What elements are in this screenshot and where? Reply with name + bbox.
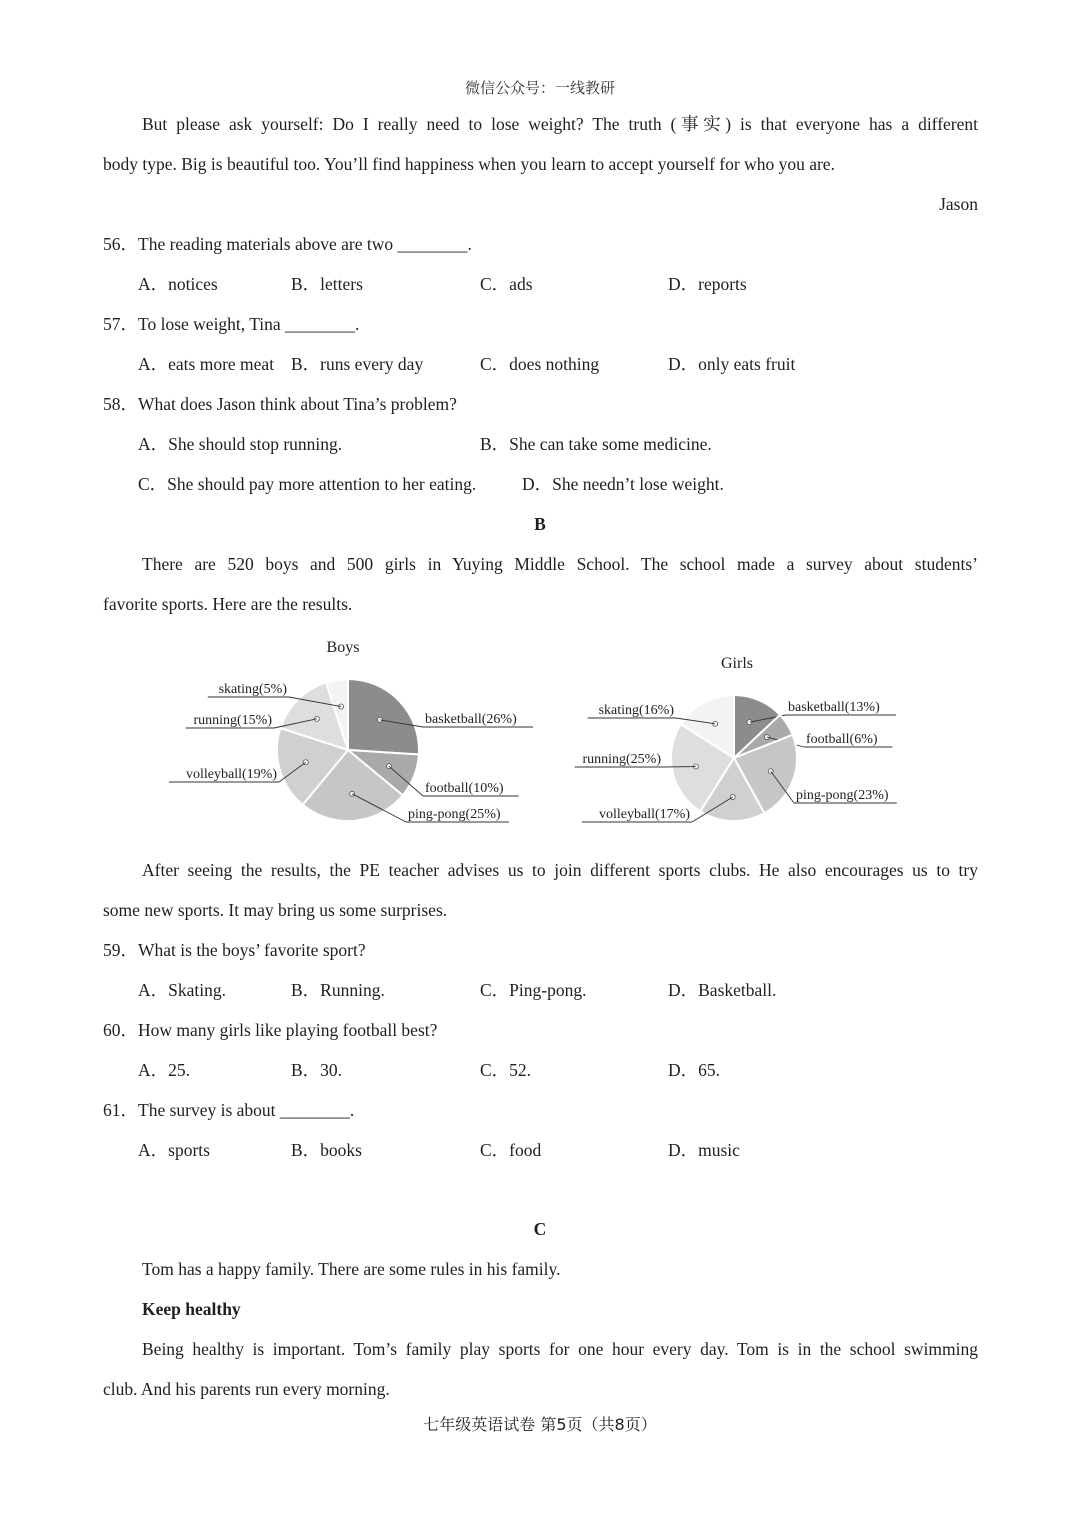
section-b-intro-line: favorite sports. Here are the results.: [103, 594, 353, 614]
option-d: D．Basketball.: [668, 980, 777, 1000]
question-stem: The survey is about ________.: [138, 1100, 355, 1120]
slice-label-volleyball: volleyball(19%): [186, 767, 277, 782]
slice-marker-dot: [730, 795, 735, 800]
slice-label-skating: skating(16%): [598, 703, 674, 718]
question-60: [103, 1019, 437, 1041]
question-stem: How many girls like playing football best?: [138, 1020, 438, 1040]
question-58: [103, 393, 457, 415]
question-stem: What is the boys’ favorite sport?: [138, 940, 366, 960]
option-c: C．ads: [480, 274, 533, 294]
option-a: A．She should stop running.: [138, 434, 343, 454]
question-number: 59．: [103, 940, 138, 960]
letter-signature: Jason: [939, 194, 978, 214]
option-a: A．25.: [138, 1060, 191, 1080]
question-number: 58．: [103, 394, 138, 414]
option-c: C．does nothing: [480, 354, 600, 374]
slice-label-basketball: basketball(26%): [425, 712, 517, 727]
section-b-after-line: some new sports. It may bring us some surprises.: [103, 900, 448, 920]
slice-label-football: football(10%): [425, 781, 504, 796]
question-number: 57．: [103, 314, 138, 334]
option-d: D．music: [668, 1140, 740, 1160]
option-a: A．Skating.: [138, 980, 226, 1000]
slice-label-football: football(6%): [806, 732, 878, 747]
option-b: B．She can take some medicine.: [480, 434, 712, 454]
section-b-after-line: After seeing the results, the PE teacher advises us to join different sports clubs. He also encourages us to try: [142, 860, 978, 880]
option-b: B．30.: [291, 1060, 343, 1080]
passage-a-line: But please ask yourself: Do I really need to lose weight? The truth (事实) is that everyone has a different: [142, 114, 978, 134]
option-a: A．eats more meat: [138, 354, 275, 374]
chart-title: Girls: [721, 655, 753, 672]
question-56: [103, 233, 472, 255]
chart-title: Boys: [326, 639, 360, 656]
option-c: C．Ping-pong.: [480, 980, 587, 1000]
question-stem: To lose weight, Tina ________.: [138, 314, 360, 334]
question-57: [103, 313, 359, 335]
option-d: D．She needn’t lose weight.: [522, 474, 724, 494]
section-c-paragraph-line: club. And his parents run every morning.: [103, 1379, 390, 1399]
question-number: 61．: [103, 1100, 138, 1120]
slice-label-running: running(25%): [582, 752, 661, 767]
question-59: [103, 939, 366, 961]
question-stem: The reading materials above are two ________.: [138, 234, 472, 254]
option-c: C．52.: [480, 1060, 532, 1080]
slice-label-basketball: basketball(13%): [788, 700, 880, 715]
slice-label-volleyball: volleyball(17%): [599, 807, 690, 822]
option-a: A．sports: [138, 1140, 210, 1160]
option-d: D．only eats fruit: [668, 354, 796, 374]
option-b: B．letters: [291, 274, 363, 294]
option-b: B．books: [291, 1140, 362, 1160]
option-b: B．runs every day: [291, 354, 424, 374]
option-d: D．reports: [668, 274, 747, 294]
page-header: 微信公众号：一线教研: [464, 79, 615, 97]
section-c-intro: Tom has a happy family. There are some rules in his family.: [142, 1259, 561, 1279]
option-b: B．Running.: [291, 980, 385, 1000]
question-stem: What does Jason think about Tina’s problem?: [138, 394, 457, 414]
pie-charts: [0, 630, 1080, 835]
page-footer: 七年级英语试卷 第5页（共8页）: [423, 1415, 657, 1434]
slice-label-running: running(15%): [193, 713, 272, 728]
question-61: [103, 1099, 354, 1121]
pie-slice-basketball: [348, 679, 419, 754]
option-c: C．She should pay more attention to her eating.: [138, 474, 477, 494]
slice-label-skating: skating(5%): [218, 682, 287, 697]
option-a: A．notices: [138, 274, 218, 294]
section-c-paragraph-line: Being healthy is important. Tom’s family play sports for one hour every day. Tom is in the school swimming: [142, 1339, 978, 1359]
section-c-title: C: [533, 1219, 547, 1239]
passage-a-line: body type. Big is beautiful too. You’ll find happiness when you learn to accept yourself for who you are.: [103, 154, 835, 174]
question-number: 56．: [103, 234, 138, 254]
slice-label-ping-pong: ping-pong(23%): [796, 788, 889, 803]
section-b-intro-line: There are 520 boys and 500 girls in Yuying Middle School. The school made a survey about students’: [142, 554, 978, 574]
option-c: C．food: [480, 1140, 542, 1160]
section-b-title: B: [534, 514, 546, 534]
section-c-subtitle: Keep healthy: [142, 1299, 241, 1319]
question-number: 60．: [103, 1020, 138, 1040]
slice-label-ping-pong: ping-pong(25%): [408, 807, 501, 822]
option-d: D．65.: [668, 1060, 721, 1080]
